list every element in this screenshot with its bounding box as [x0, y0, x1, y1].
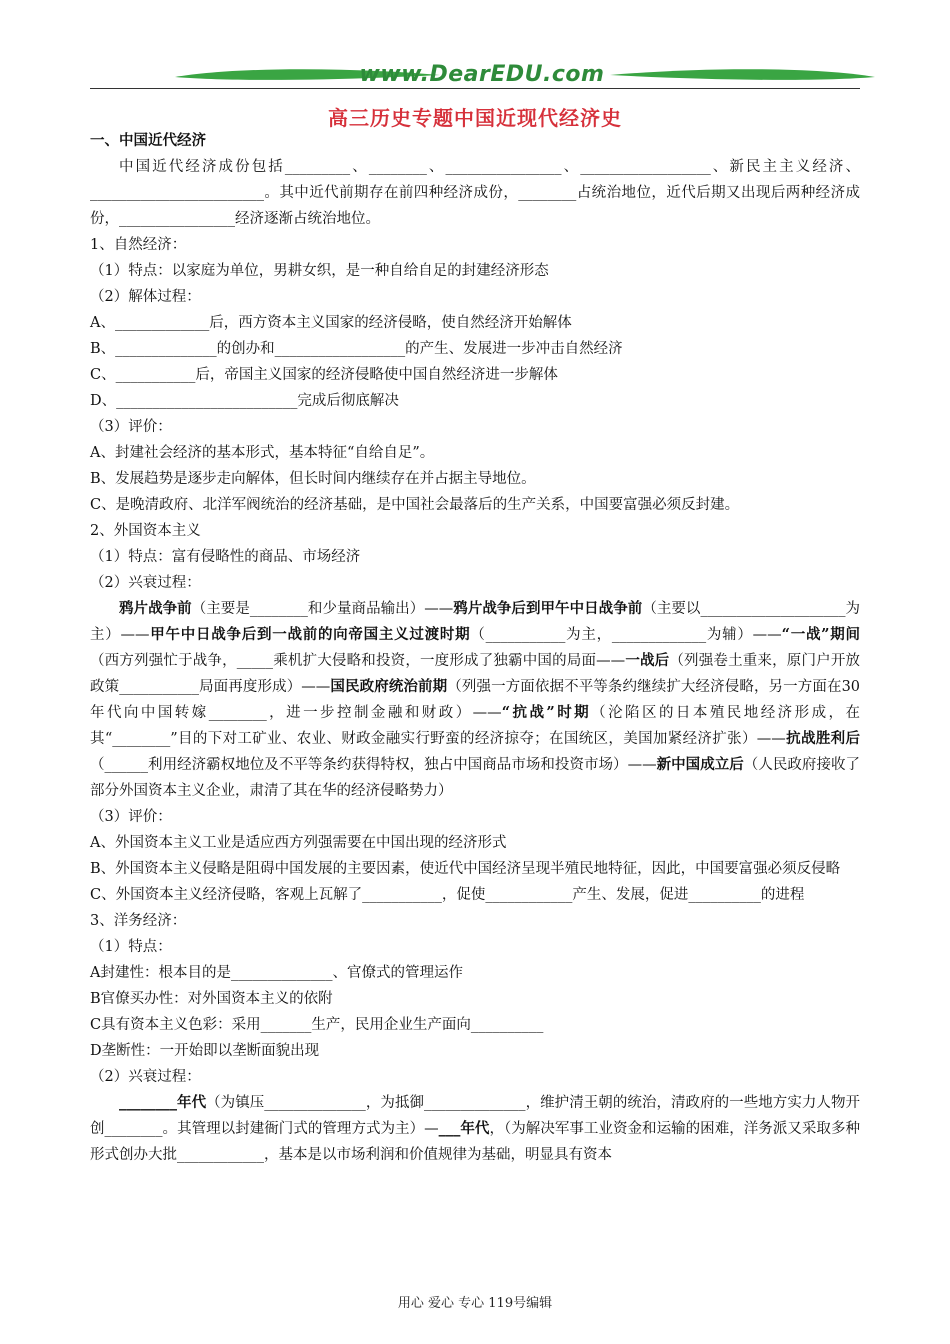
header-divider [90, 88, 860, 89]
period-text: （主要以____________________为主）—— [90, 601, 861, 643]
westernization-feature-heading: （1）特点： [90, 939, 172, 955]
period-label: 抗战胜利后 [785, 730, 861, 747]
period-text: （列强一方面依据不平等条约继续扩大经济侵略，另一方面在30年代向中国转嫁________，进一步控制金融和财政）—— [90, 679, 861, 721]
foreign-eval-item: A、外国资本主义工业是适应西方列强需要在中国出现的经济形式 [90, 835, 507, 851]
natural-process-item: B、______________的创办和__________________的产生、发展进一步冲击自然经济 [90, 341, 623, 357]
foreign-eval-heading: （3）评价： [90, 809, 172, 825]
natural-eval-item: A、封建社会经济的基本形式，基本特征“自给自足”。 [90, 445, 435, 461]
period-label: ___年代 [438, 1120, 490, 1137]
section-heading: 一、中国近代经济 [90, 132, 206, 149]
westernization-heading: 3、洋务经济： [90, 913, 187, 929]
period-label: “抗战”时期 [501, 704, 592, 721]
period-text: （主要是________和少量商品输出）—— [191, 601, 454, 617]
period-text: （______利用经济霸权地位及不平等条约获得特权，独占中国商品市场和投资市场）—— [90, 757, 657, 773]
natural-process-item: A、_____________后，西方资本主义国家的经济侵略，使自然经济开始解体 [90, 315, 572, 331]
natural-eval-heading: （3）评价： [90, 419, 172, 435]
period-text: ，（为解决军事工业资金和运输的困难，洋务派又采取多种形式创办大批____________，基本是以市场利润和价值规律为基础，明显具有资本 [90, 1121, 860, 1163]
period-label: 甲午中日战争后到一战前的向帝国主义过渡时期 [149, 626, 471, 643]
period-text: （列强卷土重来，原门户开放政策___________局面再度形成）—— [90, 653, 861, 695]
westernization-feature-item: B官僚买办性：对外国资本主义的依附 [90, 991, 333, 1007]
natural-process-heading: （2）解体过程： [90, 289, 201, 305]
westernization-process-heading: （2）兴衰过程： [90, 1069, 201, 1085]
foreign-process-heading: （2）兴衰过程： [90, 575, 201, 591]
site-logo[interactable]: www.DearEDU.com [359, 62, 605, 87]
document-body [90, 128, 860, 1168]
foreign-capital-heading: 2、外国资本主义 [90, 523, 201, 539]
page-footer: 用心 爱心 专心 119号编辑 [397, 1296, 553, 1311]
period-text: （人民政府接收了部分外国资本主义企业，肃清了其在华的经济侵略势力） [90, 757, 861, 799]
natural-process-item: D、_________________________完成后彻底解决 [90, 393, 399, 409]
westernization-feature-item: C具有资本主义色彩：采用_______生产，民用企业生产面向__________ [90, 1017, 544, 1033]
leaf-swoosh-right-icon [610, 68, 875, 82]
period-label: 一战后 [625, 652, 670, 669]
period-text: （沦陷区的日本殖民地经济形成，在其“________”目的下对工矿业、农业、财政金融实行野蛮的经济掠夺；在国统区，美国加紧经济扩张）—— [90, 705, 861, 747]
period-label: 国民政府统治前期 [330, 678, 448, 695]
foreign-process-paragraph [90, 596, 860, 804]
natural-eval-item: B、发展趋势是逐步走向解体，但长时间内继续存在并占据主导地位。 [90, 471, 536, 487]
foreign-eval-item: B、外国资本主义侵略是阻碍中国发展的主要因素，使近代中国经济呈现半殖民地特征，因此，中国要富强必须反侵略 [90, 861, 841, 877]
period-text: （为镇压______________，为抵御______________，维护清王朝的统治，清政府的一些地方实力人物开创________。其管理以封建衙门式的管理方式为主）— [90, 1095, 861, 1137]
period-label: ________年代 [119, 1094, 207, 1111]
period-text: （西方列强忙于战争，_____乘机扩大侵略和投资，一度形成了独霸中国的局面—— [90, 653, 626, 669]
period-label: 新中国成立后 [656, 756, 744, 773]
period-label: 鸦片战争前 [119, 600, 192, 617]
westernization-feature-item: A封建性：根本目的是______________、官僚式的管理运作 [90, 965, 463, 981]
period-text: （___________为主，_____________为辅）—— [470, 627, 782, 643]
natural-eval-item: C、是晚清政府、北洋军阀统治的经济基础，是中国社会最落后的生产关系，中国要富强必须反封建。 [90, 497, 740, 513]
period-label: 鸦片战争后到甲午中日战争前 [453, 600, 643, 617]
document-title: 高三历史专题中国近现代经济史 [328, 106, 622, 130]
intro-paragraph: 中国近代经济成份包括_________、________、________________、__________________、新民主主义经济、________________________。其中近代前期存在前四种经济成份，________占统治地位，近代后期又出现后两种经济成份，________________经济逐渐占统治地位。 [90, 159, 860, 227]
westernization-process-paragraph [90, 1090, 860, 1168]
foreign-eval-item: C、外国资本主义经济侵略，客观上瓦解了___________，促使____________产生、发展，促进__________的进程 [90, 887, 805, 903]
period-label: “一战”期间 [781, 626, 861, 643]
natural-process-item: C、___________后，帝国主义国家的经济侵略使中国自然经济进一步解体 [90, 367, 558, 383]
foreign-feature: （1）特点：富有侵略性的商品、市场经济 [90, 549, 361, 565]
westernization-feature-item: D垄断性：一开始即以垄断面貌出现 [90, 1043, 320, 1059]
natural-economy-heading: 1、自然经济： [90, 237, 187, 253]
natural-feature: （1）特点：以家庭为单位，男耕女织，是一种自给自足的封建经济形态 [90, 263, 549, 279]
